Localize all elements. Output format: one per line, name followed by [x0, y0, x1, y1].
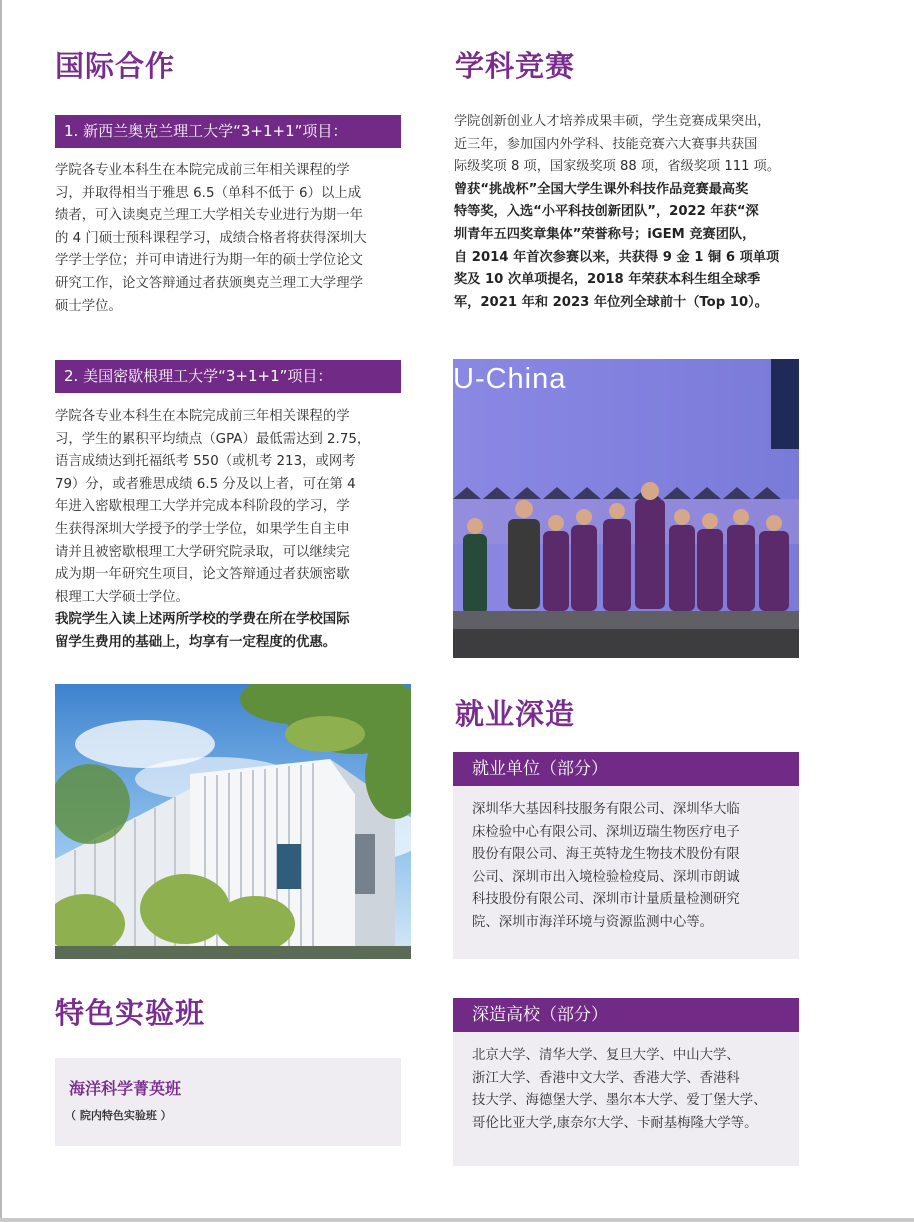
career-title: 就业深造 — [455, 697, 576, 731]
special-class-title: 特色实验班 — [55, 996, 206, 1030]
building-photo — [55, 684, 411, 959]
further-study-text — [472, 1045, 790, 1135]
competition-title: 学科竞赛 — [455, 49, 576, 83]
text-line: 浙江大学、香港中文大学、香港大学、香港科 — [472, 1070, 740, 1086]
text-line: 股份有限公司、海王英特龙生物技术股份有限 — [472, 847, 740, 863]
text-line: 院、深圳市海洋环境与资源监测中心等。 — [472, 914, 714, 930]
text-line: 硕士学位。 — [55, 298, 122, 314]
special-class-note: （ 院内特色实验班 ） — [65, 1109, 172, 1122]
text-line: 习，并取得相当于雅思 6.5（单科不低于 6）以上成 — [55, 185, 362, 201]
text-line: 曾获“挑战杯”全国大学生课外科技作品竞赛最高奖 — [454, 181, 749, 197]
text-line: 学院各专业本科生在本院完成前三年相关课程的学 — [55, 409, 350, 424]
special-class-box — [55, 1058, 401, 1146]
text-line: 近三年，参加国内外学科、技能竞赛六大赛事共获国 — [454, 136, 758, 152]
program2-title-bar: 2. 美国密歇根理工大学“3+1+1”项目： — [55, 360, 401, 393]
text-line: 北京大学、清华大学、复旦大学、中山大学、 — [472, 1048, 740, 1063]
text-line: 奖及 10 次单项提名，2018 年荣获本科生组全球季 — [454, 272, 761, 288]
text-line: 年进入密歇根理工大学并完成本科阶段的学习，学 — [55, 499, 350, 515]
text-line: 根理工大学硕士学位。 — [55, 589, 189, 605]
text-line: 际级奖项 8 项，国家级奖项 88 项，省级奖项 111 项。 — [454, 159, 781, 175]
text-line: 公司、深圳市出入境检验检疫局、深圳市朗诚 — [472, 869, 740, 885]
employment-text — [472, 799, 788, 935]
tuition-note-line: 我院学生入读上述两所学校的学费在所在学校国际 — [55, 612, 350, 628]
program1-title-bar: 1. 新西兰奥克兰理工大学“3+1+1”项目： — [55, 115, 401, 148]
tuition-note-line: 留学生费用的基础上，均享有一定程度的优惠。 — [55, 634, 337, 650]
text-line: 绩者，可入读奥克兰理工大学相关专业进行为期一年 — [55, 208, 363, 224]
program2-text — [55, 406, 402, 655]
text-line: 床检验中心有限公司、深圳迈瑞生物医疗电子 — [472, 824, 740, 840]
text-line: 79）分，或者雅思成绩 6.5 分及以上者，可在第 4 — [55, 476, 356, 492]
text-line: 的 4 门硕士预科课程学习，成绩合格者将获得深圳大 — [55, 230, 367, 246]
text-line: 军，2021 年和 2023 年位列全球前十（Top 10）。 — [454, 294, 768, 310]
text-line: 语言成绩达到托福纸考 550（或机考 213，或网考 — [55, 454, 356, 470]
text-line: 学院各专业本科生在本院完成前三年相关课程的学 — [55, 163, 350, 178]
text-line: 请并且被密歇根理工大学研究院录取，可以继续完 — [55, 544, 350, 560]
text-line: 自 2014 年首次参赛以来，共获得 9 金 1 铜 6 项单项 — [454, 249, 780, 265]
team-photo — [453, 359, 799, 658]
text-line: 技大学、海德堡大学、墨尔本大学、爱丁堡大学、 — [472, 1093, 767, 1109]
text-line: 习，学生的累积平均绩点（GPA）最低需达到 2.75， — [55, 431, 371, 447]
further-study-title-bar: 深造高校（部分） — [453, 998, 799, 1032]
text-line: 科技股份有限公司、深圳市计量质量检测研究 — [472, 892, 740, 908]
text-line: 成为期一年研究生项目，论文答辩通过者获颁密歇 — [55, 567, 350, 583]
text-line: 深圳华大基因科技服务有限公司、深圳华大临 — [472, 802, 740, 817]
photo-banner-text: U-China — [453, 363, 567, 395]
text-line: 研究工作，论文答辩通过者获颁奥克兰理工大学理学 — [55, 275, 363, 291]
program1-text — [55, 160, 402, 318]
competition-text — [454, 111, 800, 314]
text-line: 学院创新创业人才培养成果丰硕，学生竞赛成果突出， — [454, 114, 771, 129]
special-class-name: 海洋科学菁英班 — [69, 1079, 182, 1098]
text-line: 圳青年五四奖章集体”荣誉称号；iGEM 竞赛团队， — [454, 226, 756, 242]
intl-coop-title: 国际合作 — [55, 49, 176, 83]
employment-title-bar: 就业单位（部分） — [453, 752, 799, 786]
text-line: 生获得深圳大学授予的学士学位，如果学生自主申 — [55, 521, 350, 537]
text-line: 哥伦比亚大学,康奈尔大学、卡耐基梅隆大学等。 — [472, 1115, 758, 1131]
page-edge-left — [0, 0, 2, 1222]
text-line: 特等奖，入选“小平科技创新团队”，2022 年获“深 — [454, 204, 759, 220]
page-edge-bottom — [0, 1218, 914, 1222]
text-line: 学学士学位；并可申请进行为期一年的硕士学位论文 — [55, 253, 363, 269]
